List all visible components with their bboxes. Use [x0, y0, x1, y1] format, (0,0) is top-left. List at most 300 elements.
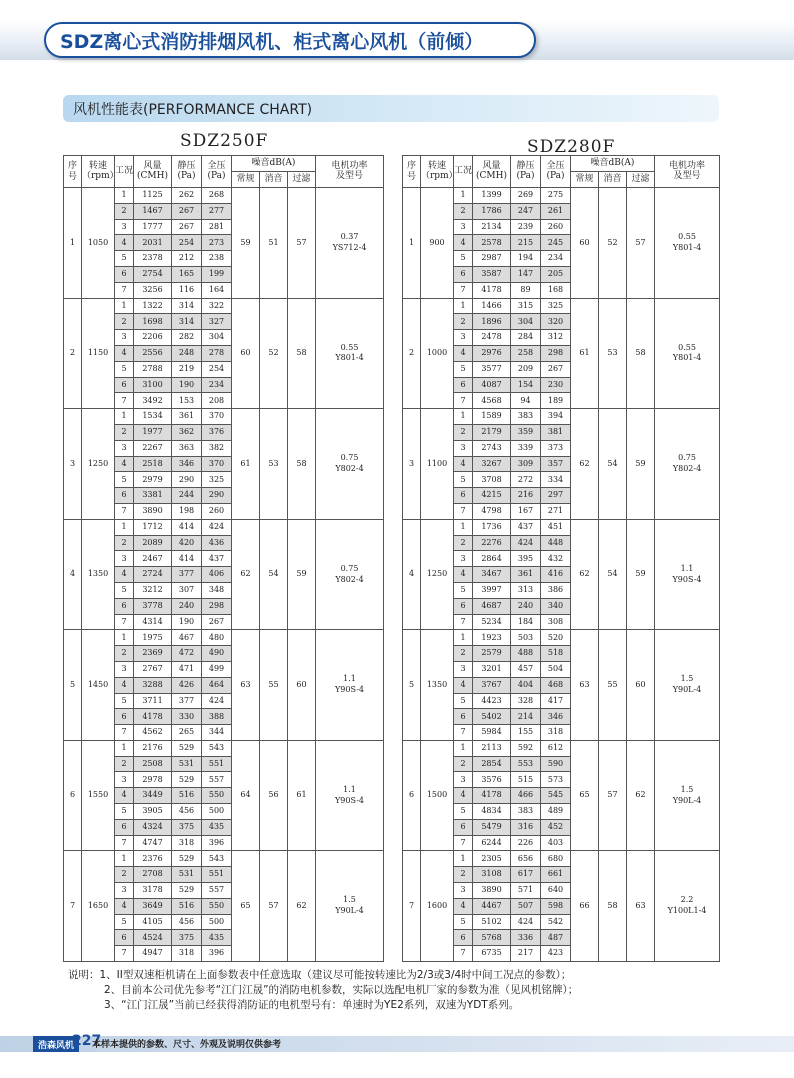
flow-cell: 2978	[134, 772, 172, 788]
total-cell: 550	[202, 788, 232, 804]
seq-cell: 5	[403, 630, 421, 741]
condition-cell: 5	[115, 582, 134, 598]
flow-cell: 1777	[134, 219, 172, 235]
condition-cell: 4	[115, 788, 134, 804]
total-cell: 386	[541, 582, 571, 598]
motor-label: 1.5	[680, 674, 694, 684]
static-cell: 414	[172, 519, 202, 535]
total-cell: 490	[202, 646, 232, 662]
static-cell: 503	[511, 630, 541, 646]
condition-cell: 4	[115, 345, 134, 361]
speed-cell: 1100	[421, 409, 454, 520]
col-flow-header	[473, 156, 511, 188]
flow-cell: 1923	[473, 630, 511, 646]
total-cell: 327	[202, 314, 232, 330]
flow-cell: 3890	[473, 883, 511, 899]
header-row	[64, 156, 384, 172]
condition-cell: 5	[454, 804, 473, 820]
total-cell: 598	[541, 898, 571, 914]
flow-cell: 3492	[134, 393, 172, 409]
condition-cell: 6	[454, 598, 473, 614]
static-cell: 472	[172, 646, 202, 662]
flow-cell: 3890	[134, 503, 172, 519]
static-cell: 571	[511, 883, 541, 899]
static-cell: 318	[172, 946, 202, 962]
condition-cell: 6	[454, 488, 473, 504]
noise-silencer-cell: 55	[599, 630, 627, 741]
static-cell: 617	[511, 867, 541, 883]
flow-cell: 3256	[134, 282, 172, 298]
noise-filter-cell: 58	[288, 298, 316, 409]
total-cell: 542	[541, 914, 571, 930]
total-cell: 573	[541, 772, 571, 788]
condition-cell: 3	[454, 219, 473, 235]
condition-cell: 6	[115, 266, 134, 282]
motor-cell	[655, 519, 720, 630]
col-condition-header: 工况	[115, 156, 134, 188]
condition-cell: 1	[454, 851, 473, 867]
page-number: 227	[72, 1033, 102, 1049]
noise-filter-cell: 59	[627, 409, 655, 520]
speed-cell: 1000	[421, 298, 454, 409]
condition-cell: 6	[115, 488, 134, 504]
col-motor-label: 电机功率	[668, 161, 705, 172]
total-cell: 340	[541, 598, 571, 614]
table-row	[64, 188, 384, 204]
condition-cell: 4	[454, 235, 473, 251]
col-noise-header: 噪音dB(A)	[232, 156, 316, 172]
table-title-sdz280f: SDZ280F	[527, 137, 616, 157]
static-cell: 488	[511, 646, 541, 662]
flow-cell: 4215	[473, 488, 511, 504]
condition-cell: 7	[115, 835, 134, 851]
flow-cell: 4178	[473, 282, 511, 298]
total-cell: 320	[541, 314, 571, 330]
flow-cell: 4524	[134, 930, 172, 946]
condition-cell: 2	[115, 535, 134, 551]
static-cell: 529	[172, 851, 202, 867]
noise-normal-cell: 65	[571, 740, 599, 851]
static-cell: 282	[172, 330, 202, 346]
static-cell: 553	[511, 756, 541, 772]
static-cell: 315	[511, 298, 541, 314]
speed-cell: 1250	[421, 519, 454, 630]
motor-cell	[655, 409, 720, 520]
col-total-label: 全压	[546, 161, 565, 172]
static-cell: 437	[511, 519, 541, 535]
flow-cell: 1712	[134, 519, 172, 535]
motor-label: 1.5	[680, 784, 694, 794]
motor-unit: Y801-4	[335, 353, 364, 363]
motor-label: 0.55	[678, 231, 696, 241]
flow-cell: 1534	[134, 409, 172, 425]
condition-cell: 6	[115, 377, 134, 393]
flow-cell: 4423	[473, 693, 511, 709]
static-cell: 375	[172, 819, 202, 835]
static-cell: 240	[511, 598, 541, 614]
condition-cell: 7	[454, 946, 473, 962]
condition-cell: 4	[454, 345, 473, 361]
flow-cell: 1322	[134, 298, 172, 314]
col-total-label: 全压	[207, 161, 226, 172]
noise-silencer-cell: 52	[260, 298, 288, 409]
motor-cell	[316, 188, 384, 299]
total-cell: 261	[541, 203, 571, 219]
static-cell: 165	[172, 266, 202, 282]
motor-label: 0.55	[678, 342, 696, 352]
total-cell: 267	[202, 614, 232, 630]
col-motor-header	[655, 156, 720, 188]
static-cell: 216	[511, 488, 541, 504]
col-static-label: 静压	[516, 161, 535, 172]
total-cell: 304	[202, 330, 232, 346]
condition-cell: 1	[454, 630, 473, 646]
total-cell: 268	[202, 188, 232, 204]
flow-cell: 1736	[473, 519, 511, 535]
total-cell: 382	[202, 440, 232, 456]
noise-normal-cell: 62	[232, 519, 260, 630]
seq-cell: 6	[64, 740, 82, 851]
motor-cell	[316, 630, 384, 741]
flow-cell: 2179	[473, 424, 511, 440]
static-cell: 314	[172, 314, 202, 330]
col-motor-unit: 及型号	[673, 170, 701, 181]
condition-cell: 2	[115, 867, 134, 883]
total-cell: 334	[541, 472, 571, 488]
flow-cell: 2267	[134, 440, 172, 456]
flow-cell: 3576	[473, 772, 511, 788]
note-2: 2、目前本公司优先参考“江门江晟”的消防电机参数，实际以选配电机厂家的参数为准（见风机铭牌）；	[104, 984, 579, 996]
flow-cell: 2305	[473, 851, 511, 867]
total-cell: 551	[202, 867, 232, 883]
static-cell: 414	[172, 551, 202, 567]
condition-cell: 1	[115, 630, 134, 646]
noise-silencer-cell: 54	[599, 519, 627, 630]
motor-cell	[316, 851, 384, 962]
noise-filter-cell: 61	[288, 740, 316, 851]
static-cell: 284	[511, 330, 541, 346]
flow-cell: 2369	[134, 646, 172, 662]
static-cell: 529	[172, 883, 202, 899]
table-row	[403, 630, 720, 646]
noise-filter-cell: 57	[627, 188, 655, 299]
motor-cell	[655, 298, 720, 409]
flow-cell: 3201	[473, 661, 511, 677]
flow-cell: 2579	[473, 646, 511, 662]
seq-cell: 3	[403, 409, 421, 520]
total-cell: 680	[541, 851, 571, 867]
table-title-sdz250f: SDZ250F	[180, 131, 269, 151]
table-row	[403, 409, 720, 425]
table-row	[403, 519, 720, 535]
motor-cell	[655, 851, 720, 962]
col-flow-header	[134, 156, 172, 188]
flow-cell: 5479	[473, 819, 511, 835]
motor-cell	[316, 519, 384, 630]
total-cell: 437	[202, 551, 232, 567]
flow-cell: 3778	[134, 598, 172, 614]
static-cell: 377	[172, 693, 202, 709]
condition-cell: 3	[115, 772, 134, 788]
flow-cell: 3708	[473, 472, 511, 488]
col-static-label: 静压	[177, 161, 196, 172]
total-cell: 543	[202, 851, 232, 867]
flow-cell: 2854	[473, 756, 511, 772]
noise-filter-cell: 58	[627, 298, 655, 409]
static-cell: 290	[172, 472, 202, 488]
noise-normal-cell: 59	[232, 188, 260, 299]
total-cell: 435	[202, 819, 232, 835]
flow-cell: 4834	[473, 804, 511, 820]
flow-cell: 4562	[134, 725, 172, 741]
total-cell: 417	[541, 693, 571, 709]
col-noise-normal-header: 常规	[571, 172, 599, 188]
total-cell: 199	[202, 266, 232, 282]
motor-unit: Y802-4	[335, 463, 364, 473]
total-cell: 423	[541, 946, 571, 962]
total-cell: 396	[202, 946, 232, 962]
flow-cell: 2176	[134, 740, 172, 756]
total-cell: 273	[202, 235, 232, 251]
static-cell: 471	[172, 661, 202, 677]
speed-cell: 900	[421, 188, 454, 299]
flow-cell: 1125	[134, 188, 172, 204]
total-cell: 661	[541, 867, 571, 883]
condition-cell: 3	[454, 551, 473, 567]
noise-filter-cell: 60	[288, 630, 316, 741]
static-cell: 304	[511, 314, 541, 330]
total-cell: 416	[541, 567, 571, 583]
flow-cell: 2478	[473, 330, 511, 346]
total-cell: 432	[541, 551, 571, 567]
seq-cell: 4	[403, 519, 421, 630]
total-cell: 164	[202, 282, 232, 298]
condition-cell: 2	[454, 646, 473, 662]
table-row	[403, 851, 720, 867]
noise-filter-cell: 59	[627, 519, 655, 630]
static-cell: 272	[511, 472, 541, 488]
col-noise-filter-header: 过滤	[288, 172, 316, 188]
note-1: 说明：1、II型双速柜机请在上面参数表中任意选取（建议尽可能按转速比为2/3或3/4时中间工况点的参数）；	[68, 969, 572, 981]
static-cell: 307	[172, 582, 202, 598]
flow-cell: 4568	[473, 393, 511, 409]
flow-cell: 2378	[134, 251, 172, 267]
total-cell: 346	[541, 709, 571, 725]
static-cell: 507	[511, 898, 541, 914]
total-cell: 297	[541, 488, 571, 504]
condition-cell: 1	[454, 298, 473, 314]
flow-cell: 1467	[134, 203, 172, 219]
static-cell: 361	[511, 567, 541, 583]
condition-cell: 7	[454, 614, 473, 630]
condition-cell: 4	[115, 898, 134, 914]
flow-cell: 3711	[134, 693, 172, 709]
motor-unit: Y90S-4	[334, 685, 365, 695]
flow-cell: 5984	[473, 725, 511, 741]
static-cell: 592	[511, 740, 541, 756]
total-cell: 260	[541, 219, 571, 235]
condition-cell: 7	[115, 503, 134, 519]
total-cell: 590	[541, 756, 571, 772]
flow-cell: 4178	[473, 788, 511, 804]
static-cell: 309	[511, 456, 541, 472]
col-total-header	[202, 156, 232, 188]
condition-cell: 4	[115, 567, 134, 583]
total-cell: 557	[202, 883, 232, 899]
motor-unit: Y90S-4	[334, 795, 365, 805]
total-cell: 271	[541, 503, 571, 519]
total-cell: 424	[202, 693, 232, 709]
static-cell: 154	[511, 377, 541, 393]
motor-label: 1.5	[343, 895, 356, 905]
flow-cell: 6735	[473, 946, 511, 962]
col-motor-header	[316, 156, 384, 188]
condition-cell: 4	[454, 898, 473, 914]
static-cell: 240	[172, 598, 202, 614]
col-static-header	[172, 156, 202, 188]
seq-cell: 6	[403, 740, 421, 851]
speed-cell: 1250	[82, 409, 115, 520]
noise-silencer-cell: 53	[260, 409, 288, 520]
table-row	[64, 298, 384, 314]
condition-cell: 5	[454, 582, 473, 598]
static-cell: 656	[511, 851, 541, 867]
condition-cell: 3	[115, 551, 134, 567]
total-cell: 230	[541, 377, 571, 393]
seq-cell: 4	[64, 519, 82, 630]
static-cell: 456	[172, 914, 202, 930]
total-cell: 357	[541, 456, 571, 472]
speed-cell: 1350	[82, 519, 115, 630]
condition-cell: 1	[115, 851, 134, 867]
flow-cell: 2708	[134, 867, 172, 883]
col-noise-silencer-header: 消音	[599, 172, 627, 188]
static-cell: 404	[511, 677, 541, 693]
motor-unit: Y90L-4	[335, 906, 364, 916]
condition-cell: 5	[115, 914, 134, 930]
total-cell: 557	[202, 772, 232, 788]
total-cell: 487	[541, 930, 571, 946]
static-cell: 212	[172, 251, 202, 267]
total-cell: 277	[202, 203, 232, 219]
flow-cell: 3212	[134, 582, 172, 598]
col-motor-unit: 及型号	[335, 170, 363, 181]
col-speed-header	[82, 156, 119, 188]
motor-unit: Y802-4	[672, 463, 702, 473]
total-cell: 424	[202, 519, 232, 535]
motor-label: 1.1	[343, 674, 356, 684]
condition-cell: 6	[115, 709, 134, 725]
static-cell: 346	[172, 456, 202, 472]
static-cell: 339	[511, 440, 541, 456]
noise-filter-cell: 57	[288, 188, 316, 299]
condition-cell: 4	[115, 677, 134, 693]
col-flow-unit: (CMH)	[137, 170, 168, 181]
noise-filter-cell: 59	[288, 519, 316, 630]
flow-cell: 2743	[473, 440, 511, 456]
condition-cell: 1	[454, 519, 473, 535]
total-cell: 452	[541, 819, 571, 835]
total-cell: 435	[202, 930, 232, 946]
condition-cell: 4	[454, 567, 473, 583]
static-cell: 155	[511, 725, 541, 741]
noise-silencer-cell: 54	[599, 409, 627, 520]
static-cell: 531	[172, 756, 202, 772]
flow-cell: 1896	[473, 314, 511, 330]
col-noise-normal-header: 常规	[232, 172, 260, 188]
static-cell: 198	[172, 503, 202, 519]
condition-cell: 6	[454, 709, 473, 725]
static-cell: 328	[511, 693, 541, 709]
col-static-unit: (Pa)	[177, 170, 196, 181]
flow-cell: 1589	[473, 409, 511, 425]
condition-cell: 6	[454, 819, 473, 835]
flow-cell: 4314	[134, 614, 172, 630]
condition-cell: 4	[454, 456, 473, 472]
static-cell: 314	[172, 298, 202, 314]
condition-cell: 6	[115, 819, 134, 835]
flow-cell: 2578	[473, 235, 511, 251]
motor-unit: Y801-4	[672, 353, 702, 363]
motor-cell	[316, 298, 384, 409]
condition-cell: 6	[454, 266, 473, 282]
flow-cell: 2767	[134, 661, 172, 677]
flow-cell: 4178	[134, 709, 172, 725]
flow-cell: 4324	[134, 819, 172, 835]
static-cell: 262	[172, 188, 202, 204]
flow-cell: 1786	[473, 203, 511, 219]
noise-silencer-cell: 54	[260, 519, 288, 630]
flow-cell: 2206	[134, 330, 172, 346]
condition-cell: 4	[115, 235, 134, 251]
total-cell: 344	[202, 725, 232, 741]
condition-cell: 2	[454, 867, 473, 883]
static-cell: 395	[511, 551, 541, 567]
condition-cell: 2	[454, 203, 473, 219]
seq-cell: 2	[403, 298, 421, 409]
motor-label: 0.75	[678, 453, 696, 463]
static-cell: 466	[511, 788, 541, 804]
flow-cell: 5768	[473, 930, 511, 946]
noise-silencer-cell: 51	[260, 188, 288, 299]
static-cell: 318	[172, 835, 202, 851]
motor-unit: Y100L1-4	[667, 906, 707, 916]
condition-cell: 6	[454, 377, 473, 393]
static-cell: 89	[511, 282, 541, 298]
condition-cell: 2	[115, 424, 134, 440]
noise-silencer-cell: 56	[260, 740, 288, 851]
total-cell: 403	[541, 835, 571, 851]
total-cell: 370	[202, 456, 232, 472]
static-cell: 424	[511, 914, 541, 930]
condition-cell: 1	[115, 298, 134, 314]
speed-cell: 1450	[82, 630, 115, 741]
col-noise-filter-header: 过滤	[627, 172, 655, 188]
total-cell: 388	[202, 709, 232, 725]
condition-cell: 3	[115, 883, 134, 899]
static-cell: 424	[511, 535, 541, 551]
total-cell: 406	[202, 567, 232, 583]
static-cell: 516	[172, 898, 202, 914]
total-cell: 267	[541, 361, 571, 377]
static-cell: 363	[172, 440, 202, 456]
table-row	[64, 740, 384, 756]
static-cell: 383	[511, 804, 541, 820]
table-row	[403, 298, 720, 314]
total-cell: 325	[202, 472, 232, 488]
condition-cell: 3	[454, 661, 473, 677]
condition-cell: 7	[115, 946, 134, 962]
